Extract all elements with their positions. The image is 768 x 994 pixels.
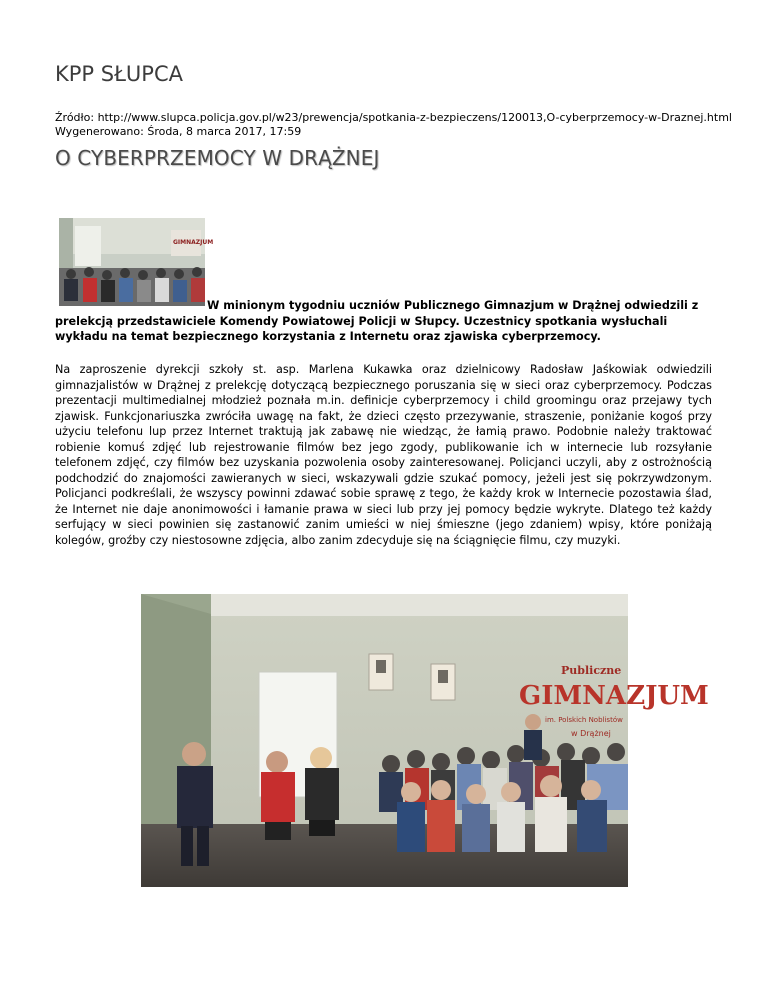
source-line: Źródło: http://www.slupca.policja.gov.pl/w23/prewencja/spotkania-z-bezpieczens/120013,O-cyberprzemocy-w-Draznej.html xyxy=(55,111,732,124)
thumb-sign: GIMNAZJUM xyxy=(173,239,214,246)
lead-text: W minionym tygodniu uczniów Publicznego Gimnazjum w Drążnej odwiedzili z prelekcją przedstawiciele Komendy Powiatowej Policji w Słupcy. Uczestnicy spotkania wysłuchali wykładu na temat bezpiecznego korzystania z Internetu oraz zjawiska cyberprzemocy. xyxy=(55,299,699,343)
thumbnail-photo xyxy=(59,218,214,306)
article-lead xyxy=(55,298,712,345)
wall-sign-line-2: GIMNAZJUM xyxy=(519,681,709,711)
main-photo xyxy=(141,594,709,887)
document-meta xyxy=(55,111,732,139)
wall-sign-line-3: im. Polskich Noblistów xyxy=(545,716,623,724)
site-title: KPP SŁUPCA xyxy=(55,62,183,86)
article-title: O CYBERPRZEMOCY W DRĄŻNEJ xyxy=(55,146,380,170)
wall-sign-line-4: w Drążnej xyxy=(571,729,611,738)
article-body: Na zaproszenie dyrekcji szkoły st. asp. Marlena Kukawka oraz dzielnicowy Radosław Jaśkowiak odwiedzili gimnazjalistów w Drążnej z prelekcję dotyczącą bezpiecznego poruszania się w sieci oraz cyberprzemocy. Podczas prezentacji multimedialnej młodzież poznała m.in. definicje cyberprzemocy i child groomingu oraz przejawy tych zjawisk. Funkcjonariuszka zwróciła uwagę na fakt, że dzieci często przezywanie, straszenie, poniżanie kogoś przy użyciu telefonu lup przez Internet traktują jak zabawę nie wiedząc, że łamią prawo. Podobnie należy traktować robienie komuś zdjęć lub rejestrowanie filmów bez jego zgody, publikowanie ich w internecie lub rozsyłanie telefonem zdjęć, czy filmów bez uzyskania pozwolenia osoby zainteresowanej. Policjanci uczyli, aby z ostrożnością podchodzić do znajomości zawieranych w sieci, wskazywali gdzie szukać pomocy, jeżeli jest się pokrzywdzonym. Policjanci podkreślali, że wszyscy powinni zdawać sobie sprawę z tego, że każdy krok w Internecie pozostawia ślad, że Internet nie daje anonimowości i łamanie prawa w sieci lub przy jej pomocy będzie wykryte. Dlatego też każdy serfujący w sieci powinien się zastanowić zanim umieści w niej śmieszne (jego zdaniem) wpisy, które poniżają kolegów, groźby czy niestosowne zdjęcia, albo zanim zdecyduje się na ściągnięcie filmu, czy muzyki. xyxy=(55,363,712,547)
wall-sign-line-1: Publiczne xyxy=(561,664,622,677)
generated-line: Wygenerowano: Środa, 8 marca 2017, 17:59 xyxy=(55,125,302,138)
